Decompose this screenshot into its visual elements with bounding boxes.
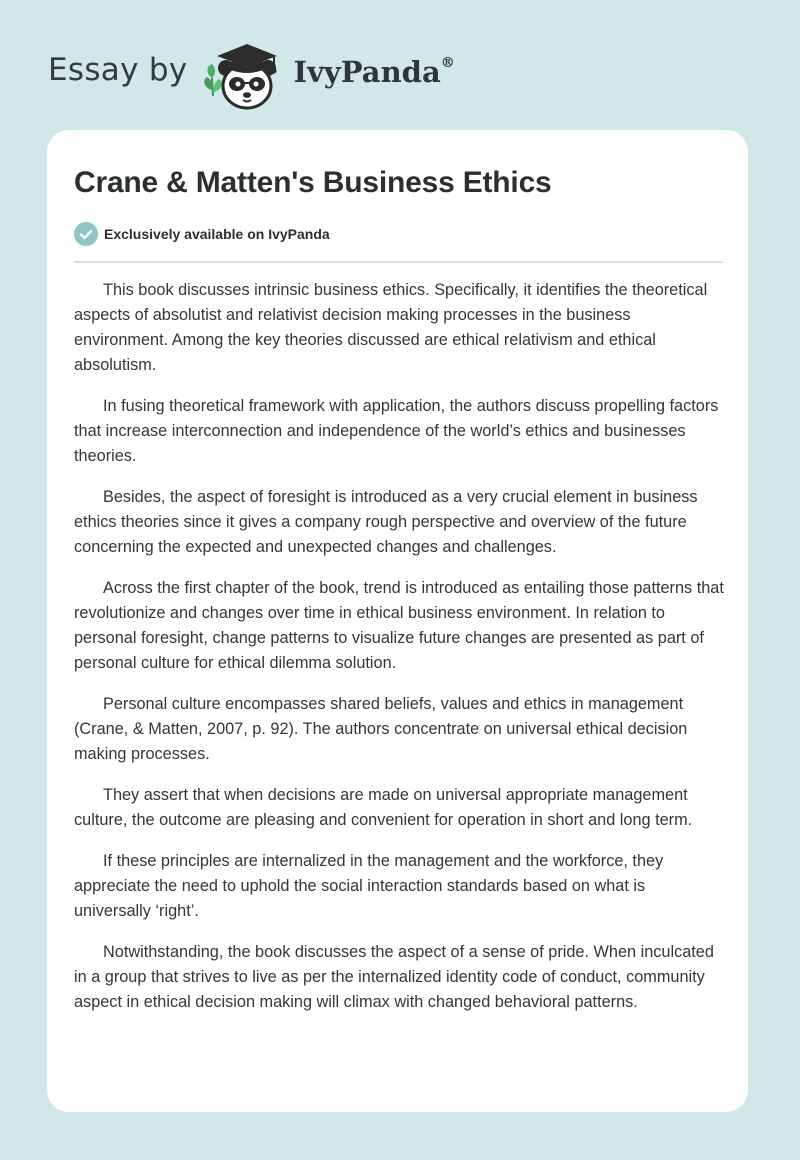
site-header [48,34,455,114]
essay-body [74,278,726,1031]
page-title: Crane & Matten's Business Ethics [74,166,552,199]
check-circle-icon [74,222,98,246]
paragraph: Across the first chapter of the book, trend is introduced as entailing those patterns that revolutionize and changes over time in ethical business environment. In relation to personal foresight, change patterns to visualize future changes are presented as part of personal culture for ethical dilemma solution. [74,579,724,672]
paragraph: In fusing theoretical framework with application, the authors discuss propelling factors that increase interconnection and independence of the world’s ethics and businesses theories. [74,397,719,465]
paragraph: If these principles are internalized in the management and the workforce, they appreciate the need to uphold the social interaction standards based on what is universally ‘right’. [74,852,664,920]
exclusive-badge [74,222,330,246]
paragraph: Besides, the aspect of foresight is introduced as a very crucial element in business ethics theories since it gives a company rough perspective and overview of the future concerning the expected and unexpected changes and challenges. [74,488,698,556]
exclusive-badge-label: Exclusively available on IvyPanda [104,226,330,242]
paragraph: Notwithstanding, the book discusses the aspect of a sense of pride. When inculcated in a group that strives to live as per the internalized identity code of conduct, community aspect in ethical decision making will climax with changed behavioral patterns. [74,943,714,1011]
brand-name[interactable]: IvyPanda® [293,55,455,89]
registered-mark: ® [440,55,455,72]
essay-by-label: Essay by [48,52,188,88]
divider [74,261,723,263]
panda-graduate-logo-icon[interactable] [202,34,292,114]
paragraph: They assert that when decisions are made on universal appropriate management culture, the outcome are pleasing and convenient for operation in short and long term. [74,786,693,829]
paragraph: Personal culture encompasses shared beliefs, values and ethics in management (Crane, & Matten, 2007, p. 92). The authors concentrate on universal ethical decision making processes. [74,695,688,763]
essay-card [47,130,748,1112]
paragraph: This book discusses intrinsic business ethics. Specifically, it identifies the theoretical aspects of absolutist and relativist decision making processes in the business environment. Among the key theories discussed are ethical relativism and ethical absolutism. [74,281,708,374]
